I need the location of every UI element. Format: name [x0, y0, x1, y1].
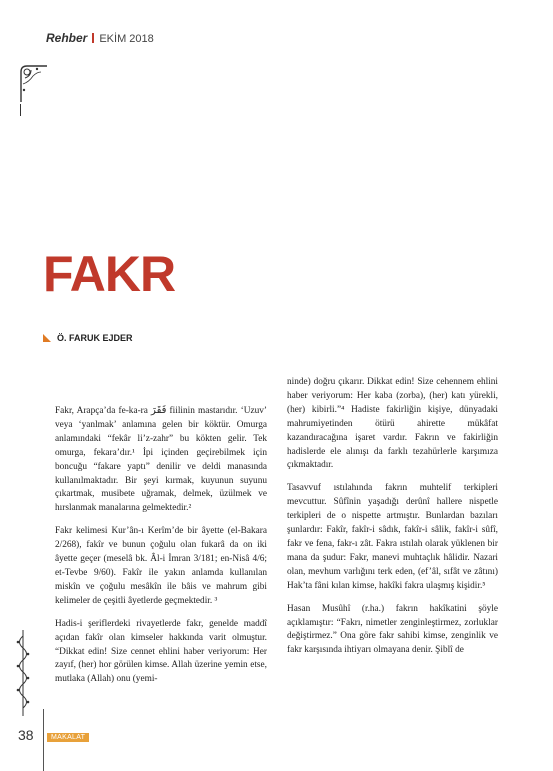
text-column-right	[287, 376, 498, 667]
author-marker-icon	[43, 334, 51, 342]
issue-date: EKİM 2018	[99, 33, 154, 45]
footer-divider	[43, 709, 44, 771]
paragraph: Hasan Musûhî (r.ha.) fakrın hakîkatini şöyle açıklamıştır: “Fakrı, nimetler zenginleştirmez, zorluklar değiştirmez.” Ona göre fakr sahibi kimse, zenginlik ve fakr karşısında ihtiyarı olmayana denir. Şiblî de	[287, 603, 498, 656]
paragraph	[55, 404, 267, 516]
paragraph-text: fiilinin mastarıdır. ‘Uzuv’ veya ‘yanlmak’ anlamına gelen bir köktür. Omurga anlamındaki “fekâr li’z-zahr” bu kökten gelir. Tek omurga, fekara’dır.¹ İpi içinden geçirebilmek için boncuğu “fakare yaptı” denilir ve deldi manasında kullanılmaktadır. Bir şeyi kırmak, kuyunun suyunu çıkartmak, musibete uğramak, delmek, üzülmek ve hırslanmak manalarına gelmektedir.²	[55, 406, 267, 514]
text-column-left	[55, 404, 267, 696]
page-number: 38	[18, 727, 34, 743]
author-line	[43, 333, 133, 343]
side-ornament	[14, 630, 32, 716]
paragraph-text: Fakr, Arapça’da fe-ka-ra	[55, 406, 152, 416]
section-tag: MAKALAT	[47, 733, 89, 742]
left-rule-top	[20, 104, 21, 116]
paragraph: Hadis-i şeriflerdeki rivayetlerde fakr, genelde maddî açıdan fakîr olan kimseler hakkında varit olmuştur. “Dikkat edin! Size cennet ehlini haber veriyorum: Her zayıf, (her) hor görülen kimse. Allah üzerine yemin etse, mutlaka (Allah) onu (yemi-	[55, 618, 267, 685]
magazine-logo: Rehber	[46, 31, 88, 45]
arabic-word: فَقَرَ	[151, 405, 167, 416]
corner-ornament-top	[19, 64, 49, 104]
header-divider	[92, 33, 94, 43]
paragraph: Tasavvuf ıstılahında fakrın muhtelif terkipleri mevcuttur. Sûfînin yaşadığı derûnî hallere nispetle terkipleri de o nispette artmıştır. Bunlardan bazıları şunlardır: Fakîr, fakîr-i sâdık, fakîr-i sâlik, fakîr-i sûfî, fakr ve fena, fakr-ı zât. Fakra ıstılah olarak yüklenen bir mana da şudur: Fakr, manevi muhtaçlık hâlidir. Nazari olan, mevhum varlığını terk eden, (ef’âl, sıfât ve zâtını) Hak’ta fâni kılan kimse, hakîki fakra ulaşmış kişidir.⁵	[287, 483, 498, 591]
page-header	[46, 31, 154, 45]
paragraph: ninde) doğru çıkarır. Dikkat edin! Size cehennem ehlini haber veriyorum: Her kaba (zorba), (her) katı yürekli, (her) kibirli.”⁴ Hadiste fakirliğin kişiye, dünyadaki mahrumiyetinden ötürü ahirette mükâfat kazandıracağına işaret vardır. Fakrın ve fakirliğin hadislerde ele alınışı da farklı tezahürlerle karşımıza çıkmaktadır.	[287, 377, 498, 471]
paragraph: Fakr kelimesi Kur’ân-ı Kerîm’de bir âyette (el-Bakara 2/268), fakîr ve bunun çoğulu olan fukarâ da on iki âyette geçer (meselâ bk. Âl-i İmran 3/181; en-Nisâ 4/6; et-Tevbe 9/60). Fakîr ile yakın anlamda kullanılan miskîn ve çoğulu mesâkîn ile bâis ve mahrum gibi kelimeler de çeşitli âyetlerde geçmektedir. ³	[55, 526, 267, 606]
author-name: Ö. FARUK EJDER	[57, 333, 133, 343]
article-title: FAKR	[43, 246, 176, 302]
